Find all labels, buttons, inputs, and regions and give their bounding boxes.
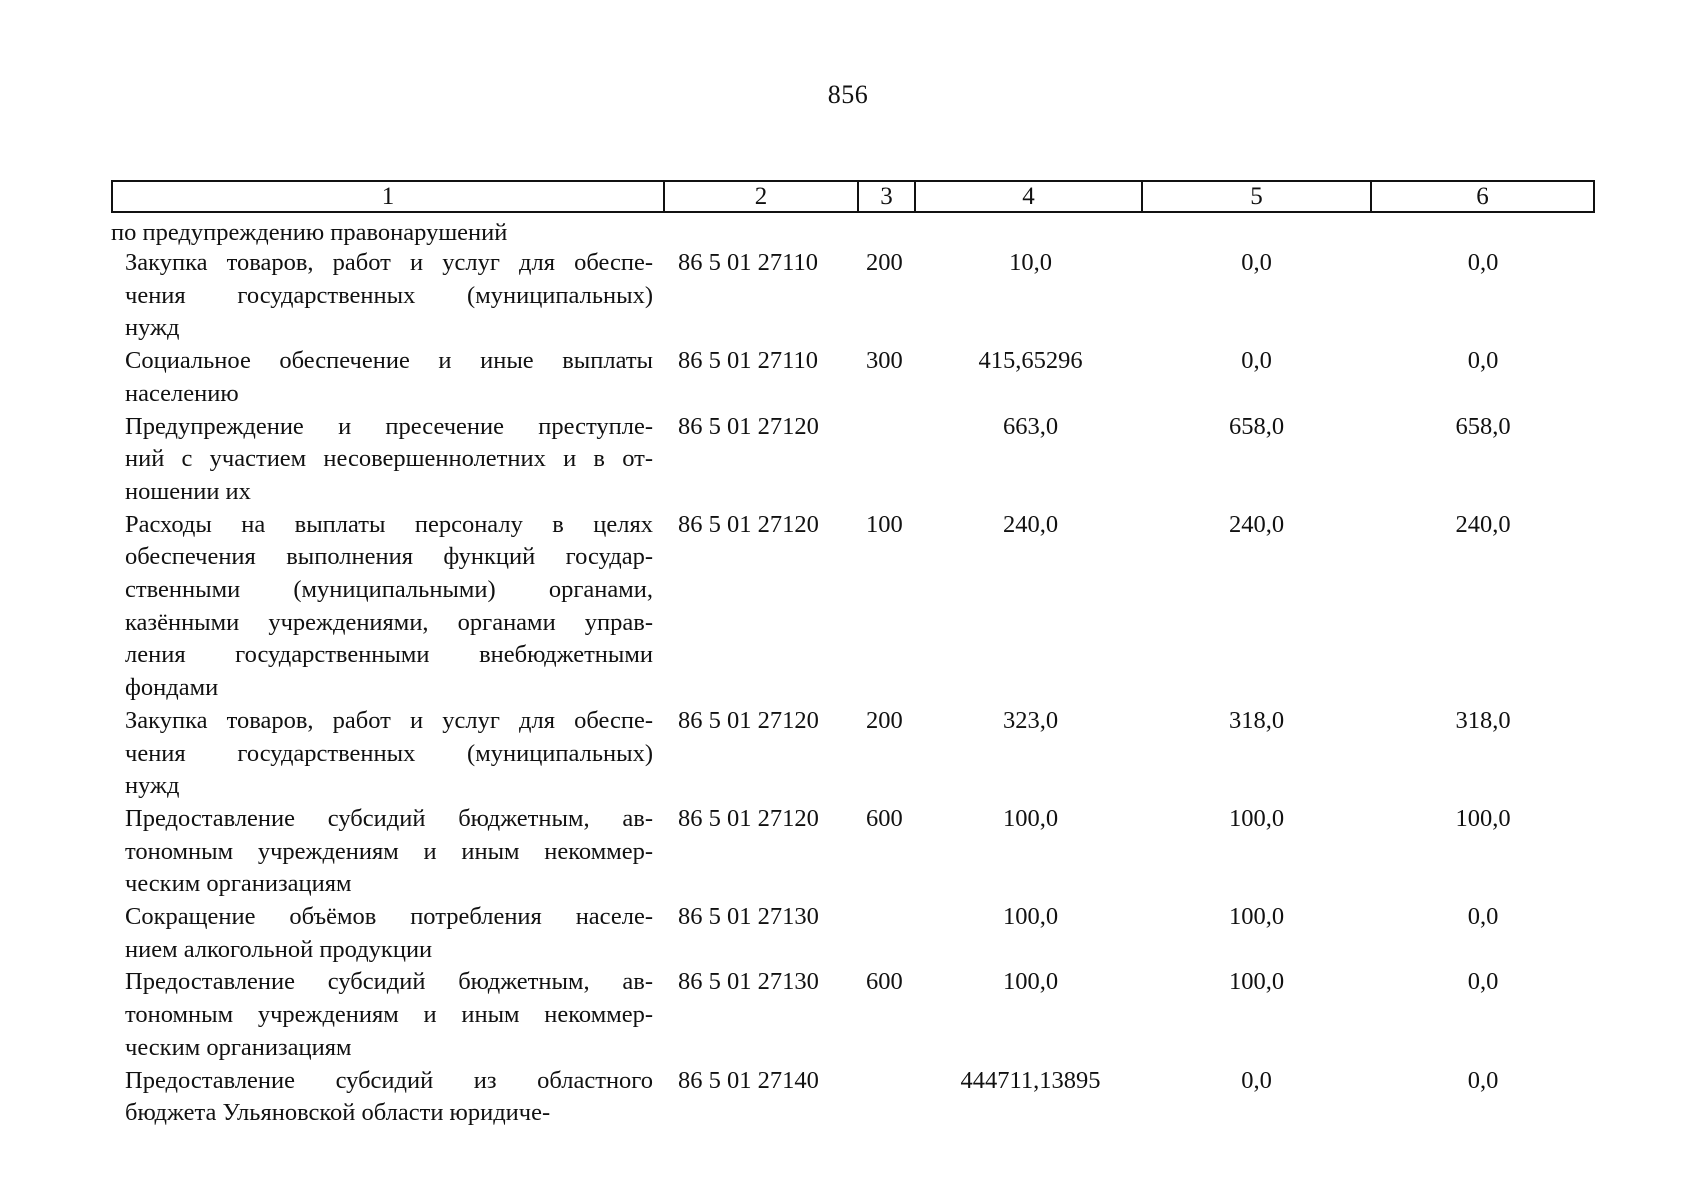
row-code: 86 5 01 27120	[678, 706, 819, 734]
row-name	[125, 411, 653, 509]
row-col6: 100,0	[1455, 804, 1511, 832]
table-row	[0, 901, 1696, 966]
row-col4: 100,0	[1002, 804, 1059, 832]
row-name-line: ственными (муниципальными) органами,	[125, 576, 653, 604]
row-name	[125, 901, 653, 966]
row-col6: 0,0	[1467, 903, 1499, 931]
row-name-line: чения государственных (муниципальных)	[125, 281, 653, 309]
row-col4: 415,65296	[978, 347, 1083, 375]
row-code: 86 5 01 27120	[678, 412, 819, 440]
row-name	[125, 966, 653, 1064]
header-col-3: 3	[859, 182, 916, 211]
row-col4: 100,0	[1002, 903, 1059, 931]
row-col4: 10,0	[1009, 249, 1052, 276]
row-col5: 100,0	[1228, 903, 1285, 931]
row-name-line: обеспечения выполнения функций государ-	[125, 543, 653, 571]
row-name-line: ческим организациям	[125, 870, 352, 898]
row-name-line: чения государственных (муниципальных)	[125, 739, 653, 767]
row-code: 86 5 01 27140	[678, 1066, 819, 1094]
page-number: 856	[827, 80, 869, 109]
table-row	[0, 509, 1696, 705]
row-name-line: ношении их	[125, 477, 251, 505]
row-col4: 444711,13895	[960, 1066, 1101, 1094]
row-name-line: нужд	[125, 314, 180, 342]
row-code: 86 5 01 27110	[678, 249, 818, 276]
row-name-line: тономным учреждениям и иным некоммер-	[125, 837, 653, 865]
row-vr: 600	[866, 968, 903, 996]
row-col6: 0,0	[1467, 347, 1499, 375]
row-name-line: ления государственными внебюджетными	[125, 641, 653, 669]
row-name-line: населению	[125, 379, 239, 407]
row-name-line: ний с участием несовершеннолетних и в от-	[125, 445, 653, 473]
table-row	[0, 411, 1696, 509]
row-name-line: ческим организациям	[125, 1033, 352, 1061]
row-col5: 240,0	[1228, 510, 1285, 538]
row-name-line: Расходы на выплаты персоналу в целях	[125, 510, 653, 538]
row-name	[125, 705, 653, 803]
table-row	[0, 705, 1696, 803]
row-name-line: Социальное обеспечение и иные выплаты	[125, 347, 653, 375]
row-col5: 658,0	[1228, 412, 1285, 440]
row-name	[125, 803, 653, 901]
continuation-row	[111, 219, 1696, 247]
row-col4: 240,0	[1002, 510, 1059, 538]
row-name	[125, 509, 653, 705]
table-header	[111, 180, 1595, 213]
table-row	[0, 1065, 1696, 1130]
row-name-line: фондами	[125, 674, 219, 702]
row-col6: 0,0	[1467, 1066, 1499, 1094]
row-code: 86 5 01 27120	[678, 804, 819, 832]
row-name	[125, 1065, 653, 1130]
header-col-1: 1	[113, 182, 665, 211]
row-name-line: Предоставление субсидий бюджетным, ав-	[125, 968, 653, 996]
row-vr: 100	[866, 510, 903, 538]
row-col5: 0,0	[1241, 1066, 1272, 1094]
row-col6: 658,0	[1455, 412, 1511, 440]
row-code: 86 5 01 27120	[678, 510, 819, 538]
row-col4: 663,0	[1002, 412, 1059, 440]
row-code: 86 5 01 27130	[678, 968, 819, 996]
continuation-text: по предупреждению правонарушений	[111, 219, 508, 246]
table-body	[0, 219, 1696, 1130]
row-name	[125, 345, 653, 410]
row-name	[125, 247, 653, 345]
row-name-line: Предоставление субсидий бюджетным, ав-	[125, 804, 653, 832]
header-col-4: 4	[916, 182, 1143, 211]
row-vr: 300	[866, 347, 903, 375]
table-row	[0, 345, 1696, 410]
row-name-line: Закупка товаров, работ и услуг для обеспе-	[125, 706, 653, 734]
row-col6: 318,0	[1455, 706, 1511, 734]
row-col5: 0,0	[1241, 347, 1272, 375]
row-name-line: нужд	[125, 772, 180, 800]
row-col6: 240,0	[1455, 510, 1511, 538]
table-row	[0, 247, 1696, 345]
row-name-line: бюджета Ульяновской области юридиче-	[125, 1099, 551, 1127]
row-name-line: казёнными учреждениями, органами управ-	[125, 608, 653, 636]
row-vr: 600	[866, 804, 903, 832]
row-name-line: Предоставление субсидий из областного	[125, 1066, 653, 1094]
table-row	[0, 966, 1696, 1064]
row-code: 86 5 01 27110	[678, 347, 818, 375]
table-row	[0, 803, 1696, 901]
row-vr: 200	[866, 249, 903, 276]
row-col5: 100,0	[1228, 968, 1285, 996]
header-col-2: 2	[665, 182, 859, 211]
row-name-line: Сокращение объёмов потребления населе-	[125, 903, 653, 931]
row-vr: 200	[866, 706, 903, 734]
row-col5: 0,0	[1241, 249, 1272, 276]
row-col4: 323,0	[1002, 706, 1059, 734]
header-col-6: 6	[1476, 183, 1489, 210]
row-name-line: Предупреждение и пресечение преступле-	[125, 412, 653, 440]
row-col5: 100,0	[1228, 804, 1285, 832]
row-col6: 0,0	[1467, 249, 1499, 276]
row-code: 86 5 01 27130	[678, 903, 819, 931]
header-col-5: 5	[1143, 182, 1372, 211]
row-col6: 0,0	[1467, 968, 1499, 996]
row-name-line: нием алкогольной продукции	[125, 935, 433, 963]
row-name-line: тономным учреждениям и иным некоммер-	[125, 1001, 653, 1029]
row-col5: 318,0	[1228, 706, 1285, 734]
row-col4: 100,0	[1002, 968, 1059, 996]
row-name-line: Закупка товаров, работ и услуг для обеспе-	[125, 249, 653, 276]
